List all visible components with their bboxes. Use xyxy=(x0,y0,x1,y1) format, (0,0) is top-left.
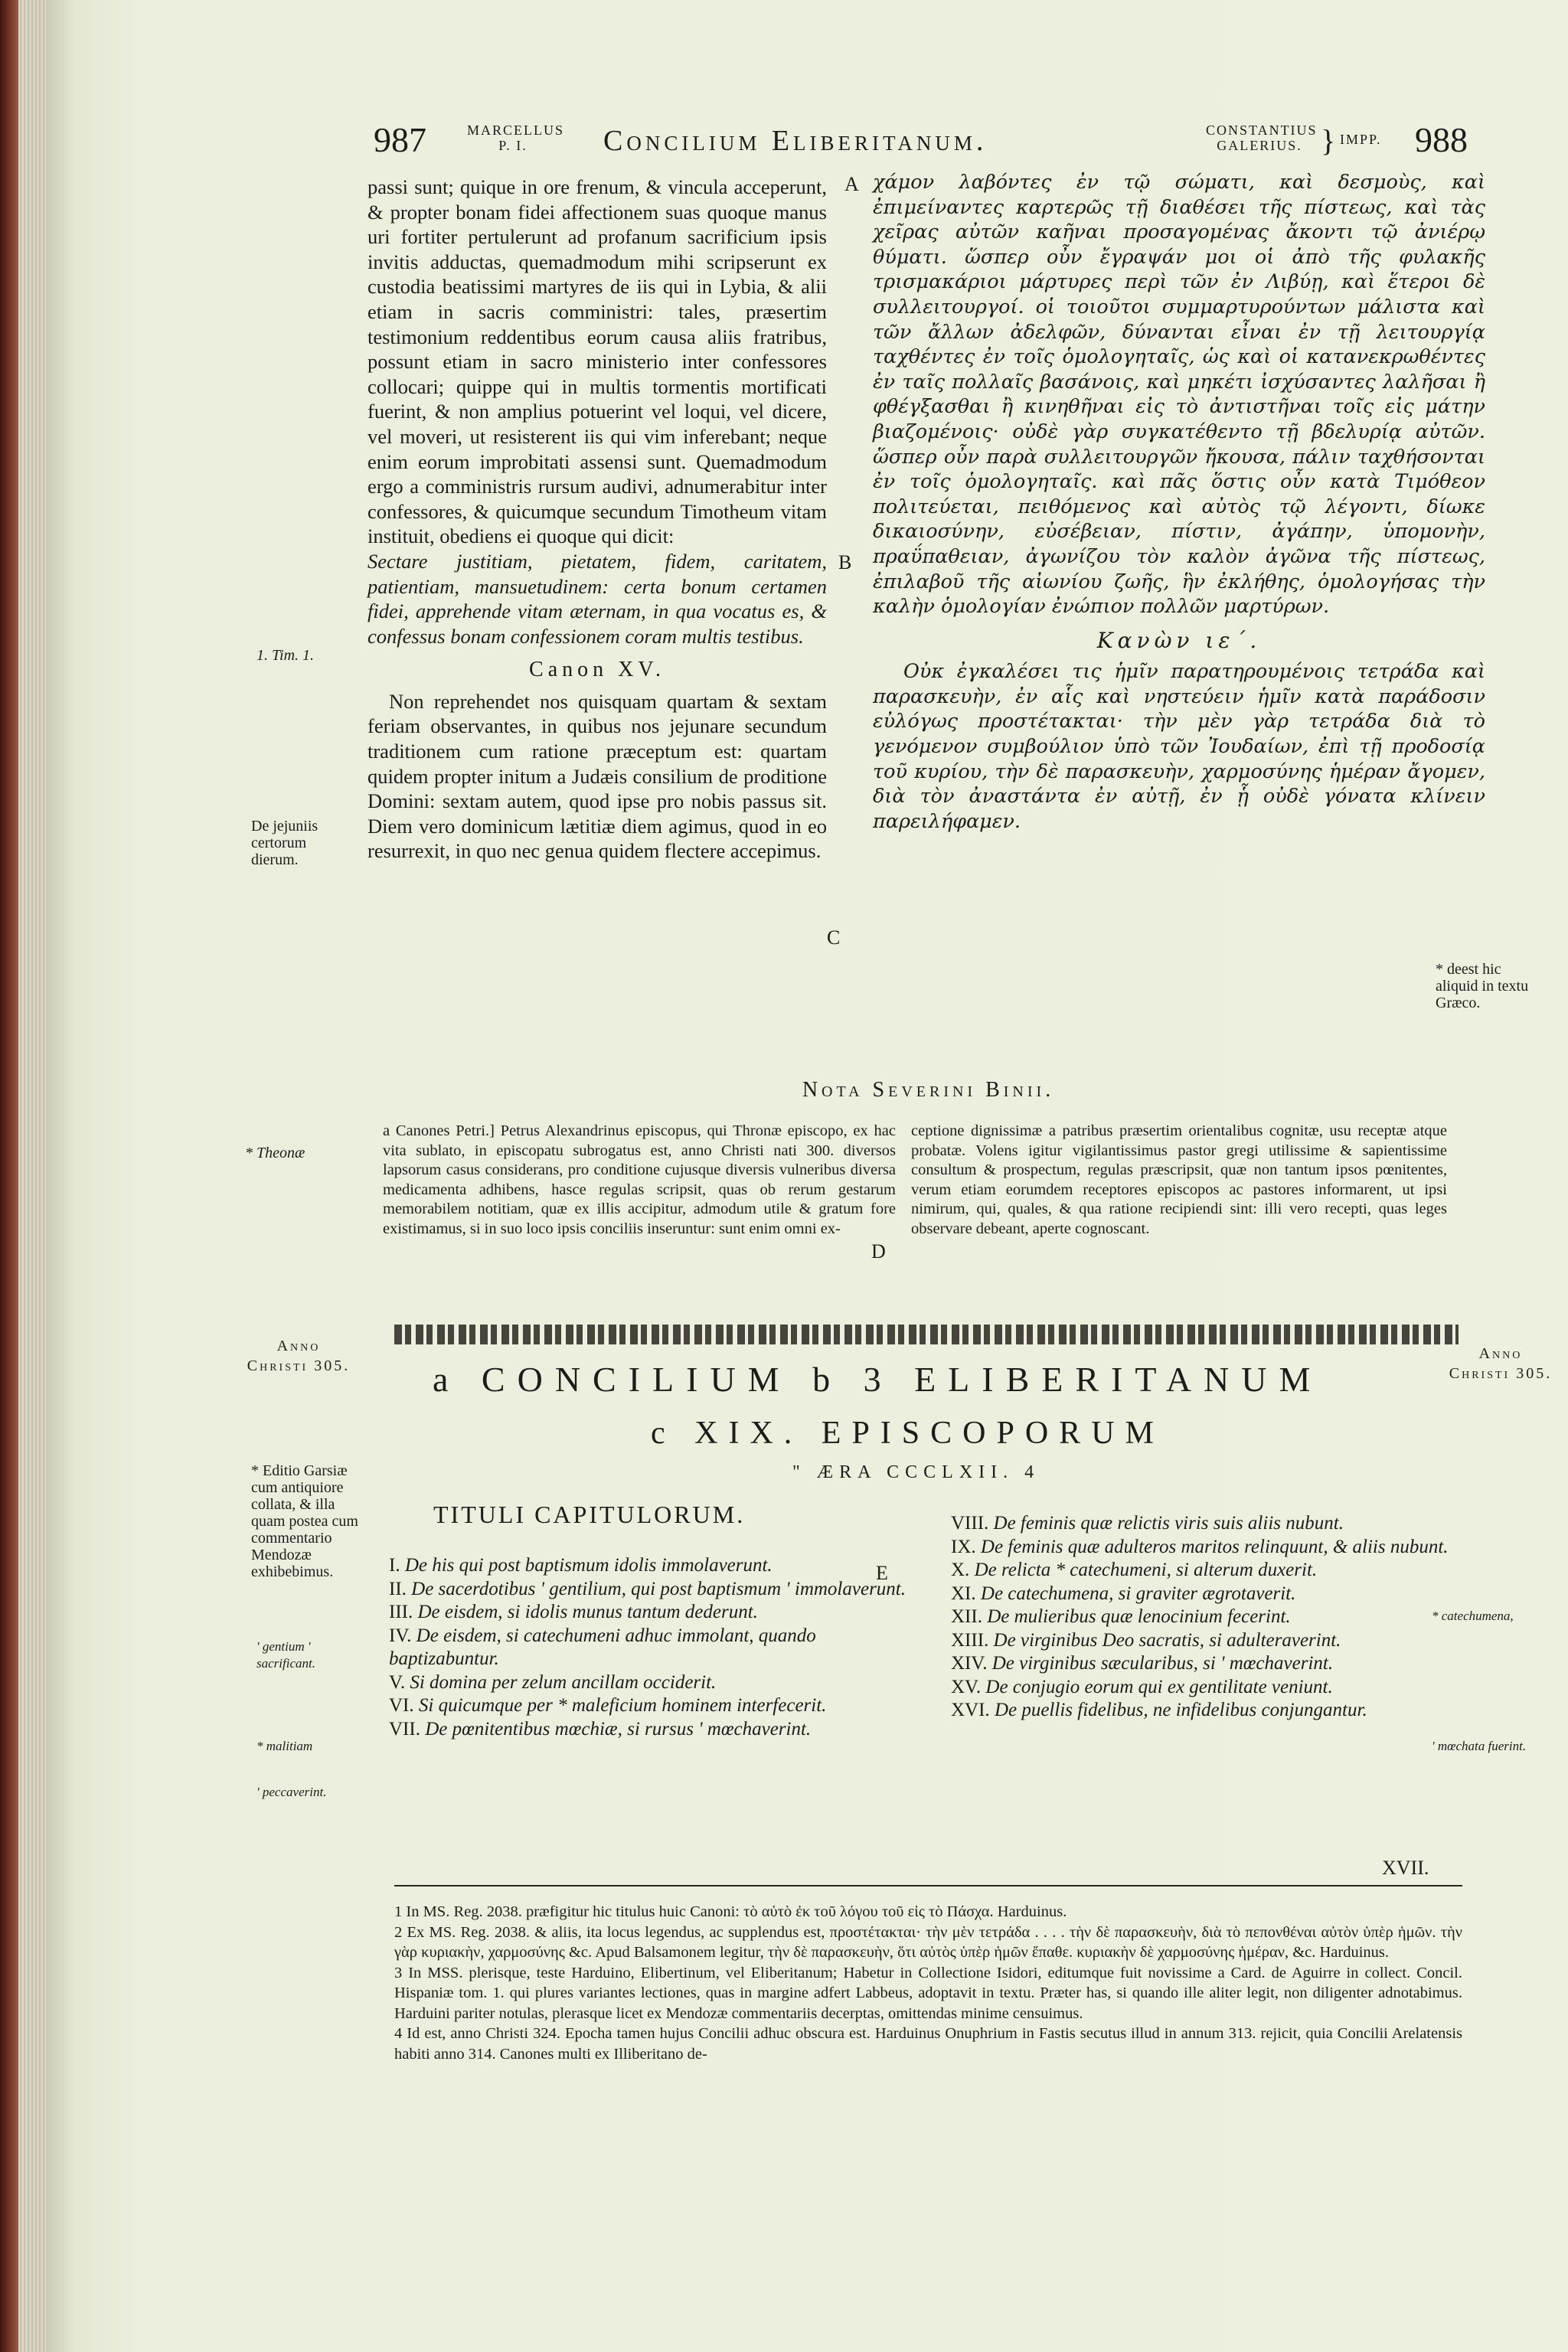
chapter-list-left xyxy=(389,1554,910,1741)
chapter-item: I. De his qui post baptismum idolis immolaverunt. xyxy=(389,1555,773,1576)
chapter-item: VI. Si quicumque per * maleficium hominem interfecerit. xyxy=(389,1695,827,1716)
council-subtitle: c XIX. EPISCOPORUM xyxy=(651,1416,1165,1451)
chapter-item: XI. De catechumena, si graviter ægrotaverit. xyxy=(951,1583,1296,1604)
nota-right-column: ceptione dignissimæ a patribus præsertim orientalibus cognitæ, usu receptæ atque probatæ. Volens igitur vigilantissimus pastor gregi utilissime & sapientissime consultum & prospectum, regulas præscripsit, quæ non tantum ipsos pœnitentes, verum etiam eorumdem receptores episcopos ac pastores informarent, ut ipsi nimirum, qui, quales, & qua ratione recipiendi sint: illi vero recepti, quas leges observare debeant, aperte cognoscant. xyxy=(911,1122,1447,1237)
latin-scripture-quote: Sectare justitiam, pietatem, fidem, caritatem, patientiam, mansuetudinem: certa bonum certamen fidei, apprehende vitam æternam, in qua vocatus es, & confessus bonam confessionem coram multis testibus. xyxy=(368,549,827,648)
margin-note-peccaverint: ' peccaverint. xyxy=(256,1785,327,1799)
chapter-item: XII. De mulieribus quæ lenocinium fecerint. xyxy=(951,1606,1291,1627)
canon-xv-latin-text: Non reprehendet nos quisquam quartam & sextam feriam observantes, in quibus nos jejunare secundum traditionem cum ratione præceptum est: quartam quidem propter initum a Judæis consilium de proditione Domini: sextam autem, quod ipse pro nobis passus sit. Diem vero dominicum lætitiæ diem agimus, quod in eo resurrexit, in quo nec genua quidem flectere accepimus. xyxy=(368,689,827,863)
footnotes xyxy=(394,1902,1462,2064)
anno-christi-right: Anno Christi 305. xyxy=(1449,1345,1553,1382)
chapter-item: IX. De feminis quæ adulteros maritos relinquunt, & aliis nubunt. xyxy=(951,1536,1449,1557)
margin-note-deest: * deest hic aliquid in textu Græco. xyxy=(1436,961,1529,1011)
page-edges xyxy=(18,0,46,2352)
margin-note-malitiam: * malitiam xyxy=(256,1739,313,1753)
header-pope-sub: P. I. xyxy=(498,138,528,153)
header-emperors xyxy=(1206,122,1318,153)
tituli-heading: TITULI CAPITULORUM. xyxy=(433,1501,746,1528)
nota-left-column: a Canones Petri.] Petrus Alexandrinus episcopus, qui Thronæ episcopo, ex hac vita sublato, in episcopatu subrogatus est, anno Christi nati 300. diversos lapsorum casus considerans, pro conditione cujusque diversis vulneribus diversa medicamenta adhibens, hasce regulas scripsit, quas ob rerum gestarum memorabilem notitiam, quæ ex illis accipitur, admodum utile & gratum fore existimamus, si in suo loco ipsis conciliis inseruntur: sunt enim omni ex- xyxy=(383,1122,896,1237)
book-page xyxy=(46,0,1568,2352)
era-line: " ÆRA CCCLXII. 4 xyxy=(792,1462,1040,1482)
margin-note-moechata: ' mœchata fuerint. xyxy=(1432,1739,1527,1753)
chapter-item: III. De eisdem, si idolis munus tantum dederunt. xyxy=(389,1602,758,1622)
chapter-item: XIV. De virginibus sæcularibus, si ' mœchaverint. xyxy=(951,1653,1334,1674)
chapter-item: XVI. De puellis fidelibus, ne infidelibus conjungantur. xyxy=(951,1700,1367,1720)
latin-paragraph: passi sunt; quique in ore frenum, & vincula acceperunt, & propter bonam fidei affectionem suas quoque manus uri fortiter pertulerunt ad profanum sacrificium ipsis invitis adductas, quemadmodum mihi scripserunt ex custodia beatissimi martyres de iis qui in Lybia, & alii etiam in sacris comministri: tales, præsertim testimonium reddentibus eorum causa aliis fratribus, possunt etiam in sacro ministerio inter confessores collocari; quippe qui in multis tormentis mortificati fuerint, & non amplius potuerint vel loqui, vel dicere, vel moveri, ut resisterent iis qui vim inferebant; neque enim eorum improbitati assensi sunt. Quemadmodum ergo a comministris rursum audivi, adnumerabitur inter confessores, & quicumque secundum Timotheum vitam instituit, obediens ei quoque qui dicit: xyxy=(368,175,827,548)
margin-note-theonae: * Theonæ xyxy=(245,1145,305,1161)
chapter-item: XV. De conjugio eorum qui ex gentilitate veniunt. xyxy=(951,1676,1333,1697)
header-title: Concilium Eliberitanum. xyxy=(603,125,988,157)
header-impp: IMPP. xyxy=(1340,132,1382,147)
chapter-list-right xyxy=(951,1512,1472,1723)
greek-column xyxy=(873,170,1485,834)
chapter-item: V. Si domina per zelum ancillam occiderit. xyxy=(389,1671,717,1693)
margin-note-gentium: ' gentium ' sacrificant. xyxy=(256,1639,315,1671)
footnote-3: 3 In MSS. plerisque, teste Harduino, Elibertinum, vel Eliberitanum; Habetur in Collectione Isidori, editumque fuit novissime a Card. de Aguirre in collect. Concil. Hispaniæ tom. 1. qui plures variantes lectiones, quas in margine adfert Labbeus, adoptavit in textu. Præter has, si quando ille aliter legit, non diligenter adnotabimus. Harduini pariter notulas, plerasque licet ex Mendozæ commentariis decerptas, omittendas minime censuimus. xyxy=(394,1964,1462,2022)
chapter-item: II. De sacerdotibus ' gentilium, qui post baptismum ' immolaverunt. xyxy=(389,1578,906,1599)
footnote-2: 2 Ex MS. Reg. 2038. & aliis, ita locus legendus, ac supplendus est, προστέτακται· τὴν μὲν τετράδα . . . . τὴν δὲ παρασκευὴν, διὰ τὸ πεπονθέναι αὐτὸν ὑπὲρ ἡμῶν. τὴν γὰρ κυριακὴν, χαρμοσύνης &c. Apud Balsamonem legitur, τὴν δὲ παρασκευὴν, ὅτι αὐτὸς ὑπὲρ ἡμῶν ἔπαθε. κυριακὴν δὲ χαρμοσύνης ἡμέραν, &c. Harduinus. xyxy=(394,1923,1462,1961)
chapter-item: X. De relicta * catechumeni, si alterum duxerit. xyxy=(951,1560,1318,1580)
canon-xv-heading: Canon XV. xyxy=(529,658,665,682)
chapter-item: VII. De pœnitentibus mœchiæ, si rursus ' mœchaverint. xyxy=(389,1718,812,1740)
margin-note-jejuniis: De jejuniis certorum dierum. xyxy=(251,818,318,868)
canon-xv-greek-heading: Κανὼν ιε´. xyxy=(1096,627,1262,653)
greek-paragraph: χάμον λαβόντες ἐν τῷ σώματι, καὶ δεσμοὺς, καὶ ἐπιμείναντες καρτερῶς τῇ διαθέσει τῆς πίστεως, καὶ τὰς χεῖρας αὐτῶν καῆναι προσαγομένας ἄκοντι τῷ ἀνιέρῳ θύματι. ὥσπερ οὖν ἔγραψάν μοι οἱ ἀπὸ τῆς φυλακῆς τρισμακάριοι μάρτυρες περὶ τῶν ἐν Λιβύῃ, καὶ ἕτεροι δὲ συλλειτουργοί. οἱ τοιοῦτοι συμμαρτυρούντων μάλιστα καὶ τῶν ἄλλων ἀδελφῶν, δύνανται εἶναι ἐν τῇ λειτουργίᾳ ταχθέντες ἐν τοῖς ὁμολογηταῖς, ὡς καὶ οἱ κατανεκρωθέντες ἐν ταῖς πολλαῖς βασάνοις, καὶ μηκέτι ἰσχύσαντες λαλῆσαι ἢ φθέγξασθαι ἢ κινηθῆναι εἰς τὸ ἀντιστῆναι τοῖς εἰς μάτην βιαζομένοις· οὐδὲ γὰρ συγκατέθεντο τῇ βδελυρίᾳ αὐτῶν. ὥσπερ οὖν παρὰ συλλειτουργῶν ἤκουσα, πάλιν ταχθήσονται ἐν τοῖς ὁμολογηταῖς. καὶ πᾶς ὅστις οὖν κατὰ Τιμόθεον πολιτεύεται, πειθόμενος καὶ αὐτὸς τῷ λέγοντι, δίωκε δικαιοσύνην, εὐσέβειαν, πίστιν, ἀγάπην, ὑπομονὴν, πραΰπαθειαν, ἀγωνίζου τὸν καλὸν ἀγῶνα τῆς πίστεως, ἐπιλαβοῦ τῆς αἰωνίου ζωῆς, ἣν ἐκλήθης, ὁμολογήσας τὴν καλὴν ὁμολογίαν ἐνώπιον πολλῶν μαρτύρων. xyxy=(873,171,1485,619)
footnote-rule xyxy=(394,1885,1462,1886)
margin-note-timothy: 1. Tim. 1. xyxy=(256,647,315,664)
margin-note-editio: * Editio Garsiæ cum antiquiore collata, & illa quam postea cum commentario Mendozæ exhibebimus. xyxy=(251,1462,358,1580)
section-letter-a: A xyxy=(844,173,859,195)
book-spine xyxy=(0,0,18,2352)
footnote-4: 4 Id est, anno Christi 324. Epocha tamen hujus Concilii adhuc obscura est. Harduinus Onuphrium in Fastis secutus illud in annum 313. rejicit, quia Concilii Arelatensis habiti anno 314. Canones multi ex Illiberitano de- xyxy=(394,2025,1462,2063)
section-letter-c: C xyxy=(827,926,841,949)
header-brace: } xyxy=(1321,123,1336,158)
council-title: a CONCILIUM b 3 ELIBERITANUM xyxy=(433,1360,1323,1399)
section-letter-d: D xyxy=(871,1240,886,1263)
header-emperor-2: GALERIUS. xyxy=(1217,138,1302,153)
anno-christi-left: Anno Christi 305. xyxy=(247,1338,351,1374)
catchword-xvii: XVII. xyxy=(1382,1857,1429,1879)
header-pope-name: MARCELLUS xyxy=(467,122,565,138)
section-letter-b: B xyxy=(838,551,852,573)
canon-xv-greek-text: Οὐκ ἐγκαλέσει τις ἡμῖν παρατηρουμένοις τετράδα καὶ παρασκευὴν, ἐν αἷς καὶ νηστεύειν ἡμῖν κατὰ παράδοσιν εὐλόγως προστέτακται· τὴν μὲν γὰρ τετράδα διὰ τὸ γενόμενον συμβούλιον ὑπὸ τῶν Ἰουδαίων, ἐπὶ τῇ προδοσίᾳ τοῦ κυρίου, τὴν δὲ παρασκευὴν, χαρμοσύνης ἡμέραν ἄγομεν, διὰ τὸν ἀναστάντα ἐν αὐτῇ, ἐν ᾗ οὐδὲ γόνατα κλίνειν παρειλήφαμεν. xyxy=(873,660,1485,833)
latin-column xyxy=(368,175,827,864)
chapter-item: XIII. De virginibus Deo sacratis, si adulteraverint. xyxy=(951,1629,1341,1651)
header-pope xyxy=(467,122,565,153)
header-emperor-1: CONSTANTIUS xyxy=(1206,122,1318,138)
page-number-right: 988 xyxy=(1415,120,1468,159)
margin-note-catechumena: * catechumena, xyxy=(1432,1609,1514,1623)
ornamental-band xyxy=(394,1325,1459,1344)
page-number-left: 987 xyxy=(374,120,426,159)
chapter-item: VIII. De feminis quæ relictis viris suis aliis nubunt. xyxy=(951,1513,1344,1534)
nota-heading: Nota Severini Binii. xyxy=(802,1078,1055,1102)
chapter-item: IV. De eisdem, si catechumeni adhuc immolant, quando baptizabuntur. xyxy=(389,1625,816,1669)
section-letter-e: E xyxy=(876,1562,888,1584)
footnote-1: 1 In MS. Reg. 2038. præfigitur hic titulus huic Canoni: τὸ αὐτὸ ἐκ τοῦ λόγου τοῦ εἰς τὸ Πάσχα. Harduinus. xyxy=(394,1903,1067,1920)
